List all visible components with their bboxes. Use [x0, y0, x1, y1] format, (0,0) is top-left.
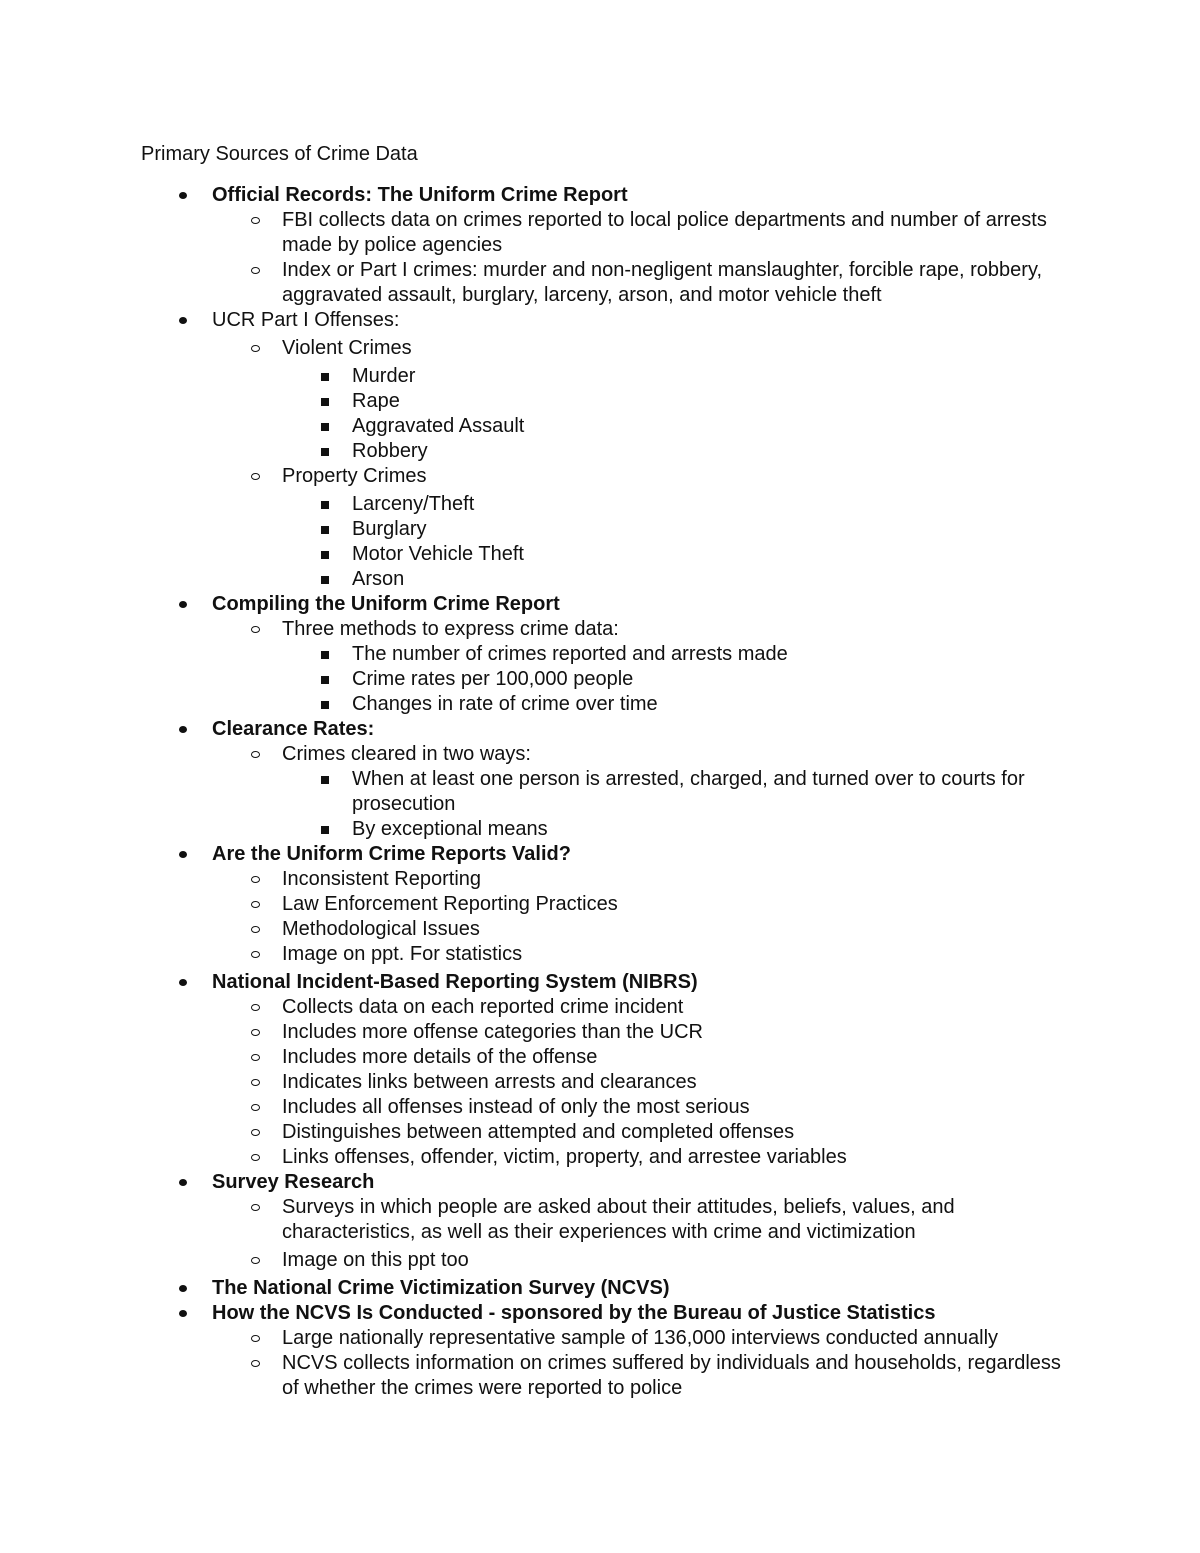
bullet-dot-icon: [176, 592, 190, 617]
list-item-text: Crimes cleared in two ways:: [282, 743, 531, 765]
list-item-text: Three methods to express crime data:: [282, 618, 619, 640]
list-item-level-2: [0, 892, 1200, 917]
list-item-text: Includes more details of the offense: [282, 1046, 598, 1068]
list-item-level-2: [0, 1045, 1200, 1070]
list-item-level-2: [0, 1248, 1200, 1273]
list-item-text: Image on ppt. For statistics: [282, 943, 523, 965]
bullet-square-icon: [318, 364, 332, 389]
list-item-level-2: [0, 1120, 1200, 1145]
list-item-text: Clearance Rates:: [212, 718, 375, 740]
list-item-level-2: [0, 1070, 1200, 1095]
list-item-text: Collects data on each reported crime incident: [282, 996, 684, 1018]
list-item-level-2: [0, 742, 1200, 767]
list-item-text: Includes all offenses instead of only the most serious: [282, 1096, 750, 1118]
list-item-level-2: [0, 208, 1200, 258]
list-item-text: Murder: [352, 365, 416, 387]
list-item-level-2: [0, 917, 1200, 942]
list-item-level-3: [0, 492, 1200, 517]
bullet-square-icon: [318, 439, 332, 464]
list-item-text: National Incident-Based Reporting System (NIBRS): [212, 971, 698, 993]
list-item-level-1: [0, 1170, 1200, 1195]
list-item-text: How the NCVS Is Conducted - sponsored by the Bureau of Justice Statistics: [212, 1302, 936, 1324]
bullet-circle-icon: [248, 995, 262, 1020]
list-item-level-2: [0, 258, 1200, 308]
bullet-square-icon: [318, 567, 332, 592]
bullet-circle-icon: [248, 1145, 262, 1170]
list-item-level-1: [0, 717, 1200, 742]
bullet-dot-icon: [176, 308, 190, 333]
bullet-square-icon: [318, 389, 332, 414]
bullet-circle-icon: [248, 1095, 262, 1120]
list-item-text: Property Crimes: [282, 465, 427, 487]
list-item-level-3: [0, 817, 1200, 842]
list-item-level-3: [0, 567, 1200, 592]
list-item-level-3: [0, 439, 1200, 464]
bullet-circle-icon: [248, 464, 262, 489]
list-item-text: Index or Part I crimes: murder and non-negligent manslaughter, forcible rape, robbery, aggravated assault, burglary, larceny, arson, and motor vehicle theft: [282, 259, 1043, 306]
list-item-text: Motor Vehicle Theft: [352, 543, 524, 565]
list-item-text: Inconsistent Reporting: [282, 868, 482, 890]
list-item-level-2: [0, 867, 1200, 892]
bullet-circle-icon: [248, 1195, 262, 1220]
list-item-level-3: [0, 642, 1200, 667]
list-item-level-2: [0, 1351, 1200, 1401]
list-item-level-3: [0, 667, 1200, 692]
list-item-text: Are the Uniform Crime Reports Valid?: [212, 843, 571, 865]
list-item-text: Surveys in which people are asked about their attitudes, beliefs, values, and characteristics, as well as their experiences with crime and victimization: [282, 1196, 955, 1243]
bullet-circle-icon: [248, 742, 262, 767]
list-item-level-3: [0, 542, 1200, 567]
list-item-level-3: [0, 414, 1200, 439]
list-item-level-1: [0, 1276, 1200, 1301]
list-item-text: The number of crimes reported and arrests made: [352, 643, 788, 665]
list-item-level-2: [0, 1095, 1200, 1120]
list-item-level-1: [0, 970, 1200, 995]
bullet-circle-icon: [248, 1070, 262, 1095]
list-item-level-1: [0, 1301, 1200, 1326]
list-item-level-2: [0, 464, 1200, 489]
list-item-text: UCR Part I Offenses:: [212, 309, 400, 331]
list-item-text: Distinguishes between attempted and completed offenses: [282, 1121, 795, 1143]
list-item-text: Compiling the Uniform Crime Report: [212, 593, 560, 615]
bullet-circle-icon: [248, 917, 262, 942]
list-item-text: Arson: [352, 568, 405, 590]
list-item-text: Image on this ppt too: [282, 1249, 469, 1271]
bullet-circle-icon: [248, 942, 262, 967]
list-item-level-2: [0, 1195, 1200, 1245]
list-item-text: Crime rates per 100,000 people: [352, 668, 634, 690]
list-item-level-2: [0, 995, 1200, 1020]
list-item-text: Changes in rate of crime over time: [352, 693, 658, 715]
list-item-text: Burglary: [352, 518, 427, 540]
bullet-circle-icon: [248, 258, 262, 283]
bullet-square-icon: [318, 517, 332, 542]
bullet-circle-icon: [248, 867, 262, 892]
bullet-circle-icon: [248, 1045, 262, 1070]
bullet-circle-icon: [248, 1248, 262, 1273]
list-item-level-3: [0, 517, 1200, 542]
bullet-circle-icon: [248, 208, 262, 233]
bullet-square-icon: [318, 492, 332, 517]
bullet-square-icon: [318, 414, 332, 439]
list-item-level-2: [0, 336, 1200, 361]
list-item-text: Includes more offense categories than the UCR: [282, 1021, 703, 1043]
list-item-level-3: [0, 364, 1200, 389]
list-item-level-1: [0, 842, 1200, 867]
list-item-text: FBI collects data on crimes reported to local police departments and number of arrests made by police agencies: [282, 209, 1047, 256]
list-item-text: Indicates links between arrests and clearances: [282, 1071, 697, 1093]
bullet-square-icon: [318, 692, 332, 717]
list-item-level-1: [0, 592, 1200, 617]
bullet-dot-icon: [176, 183, 190, 208]
list-item-text: Law Enforcement Reporting Practices: [282, 893, 618, 915]
bullet-circle-icon: [248, 1020, 262, 1045]
bullet-square-icon: [318, 642, 332, 667]
list-item-text: The National Crime Victimization Survey (NCVS): [212, 1277, 670, 1299]
list-item-text: Survey Research: [212, 1171, 375, 1193]
bullet-circle-icon: [248, 892, 262, 917]
list-item-text: Robbery: [352, 440, 428, 462]
list-item-level-3: [0, 389, 1200, 414]
list-item-text: Links offenses, offender, victim, property, and arrestee variables: [282, 1146, 847, 1168]
list-item-text: Violent Crimes: [282, 337, 412, 359]
list-item-level-2: [0, 1020, 1200, 1045]
list-item-level-1: [0, 183, 1200, 208]
list-item-text: Aggravated Assault: [352, 415, 525, 437]
bullet-circle-icon: [248, 1326, 262, 1351]
list-item-text: NCVS collects information on crimes suffered by individuals and households, regardless of whether the crimes were reported to police: [282, 1352, 1061, 1399]
list-item-level-3: [0, 767, 1200, 817]
list-item-level-3: [0, 692, 1200, 717]
bullet-dot-icon: [176, 1276, 190, 1301]
list-item-text: Rape: [352, 390, 400, 412]
bullet-circle-icon: [248, 1351, 262, 1376]
bullet-square-icon: [318, 667, 332, 692]
bullet-circle-icon: [248, 336, 262, 361]
outline-list: [0, 183, 1200, 1401]
bullet-square-icon: [318, 542, 332, 567]
bullet-dot-icon: [176, 970, 190, 995]
page-title: Primary Sources of Crime Data: [141, 143, 418, 165]
bullet-square-icon: [318, 817, 332, 842]
list-item-level-1: [0, 308, 1200, 333]
list-item-text: Methodological Issues: [282, 918, 480, 940]
list-item-text: When at least one person is arrested, charged, and turned over to courts for prosecution: [352, 768, 1025, 815]
list-item-text: Official Records: The Uniform Crime Report: [212, 184, 628, 206]
list-item-level-2: [0, 1326, 1200, 1351]
bullet-dot-icon: [176, 717, 190, 742]
bullet-circle-icon: [248, 617, 262, 642]
list-item-text: By exceptional means: [352, 818, 548, 840]
list-item-text: Larceny/Theft: [352, 493, 475, 515]
bullet-dot-icon: [176, 842, 190, 867]
list-item-text: Large nationally representative sample of 136,000 interviews conducted annually: [282, 1327, 999, 1349]
list-item-level-2: [0, 1145, 1200, 1170]
bullet-circle-icon: [248, 1120, 262, 1145]
list-item-level-2: [0, 942, 1200, 967]
bullet-dot-icon: [176, 1301, 190, 1326]
bullet-square-icon: [318, 767, 332, 792]
list-item-level-2: [0, 617, 1200, 642]
bullet-dot-icon: [176, 1170, 190, 1195]
